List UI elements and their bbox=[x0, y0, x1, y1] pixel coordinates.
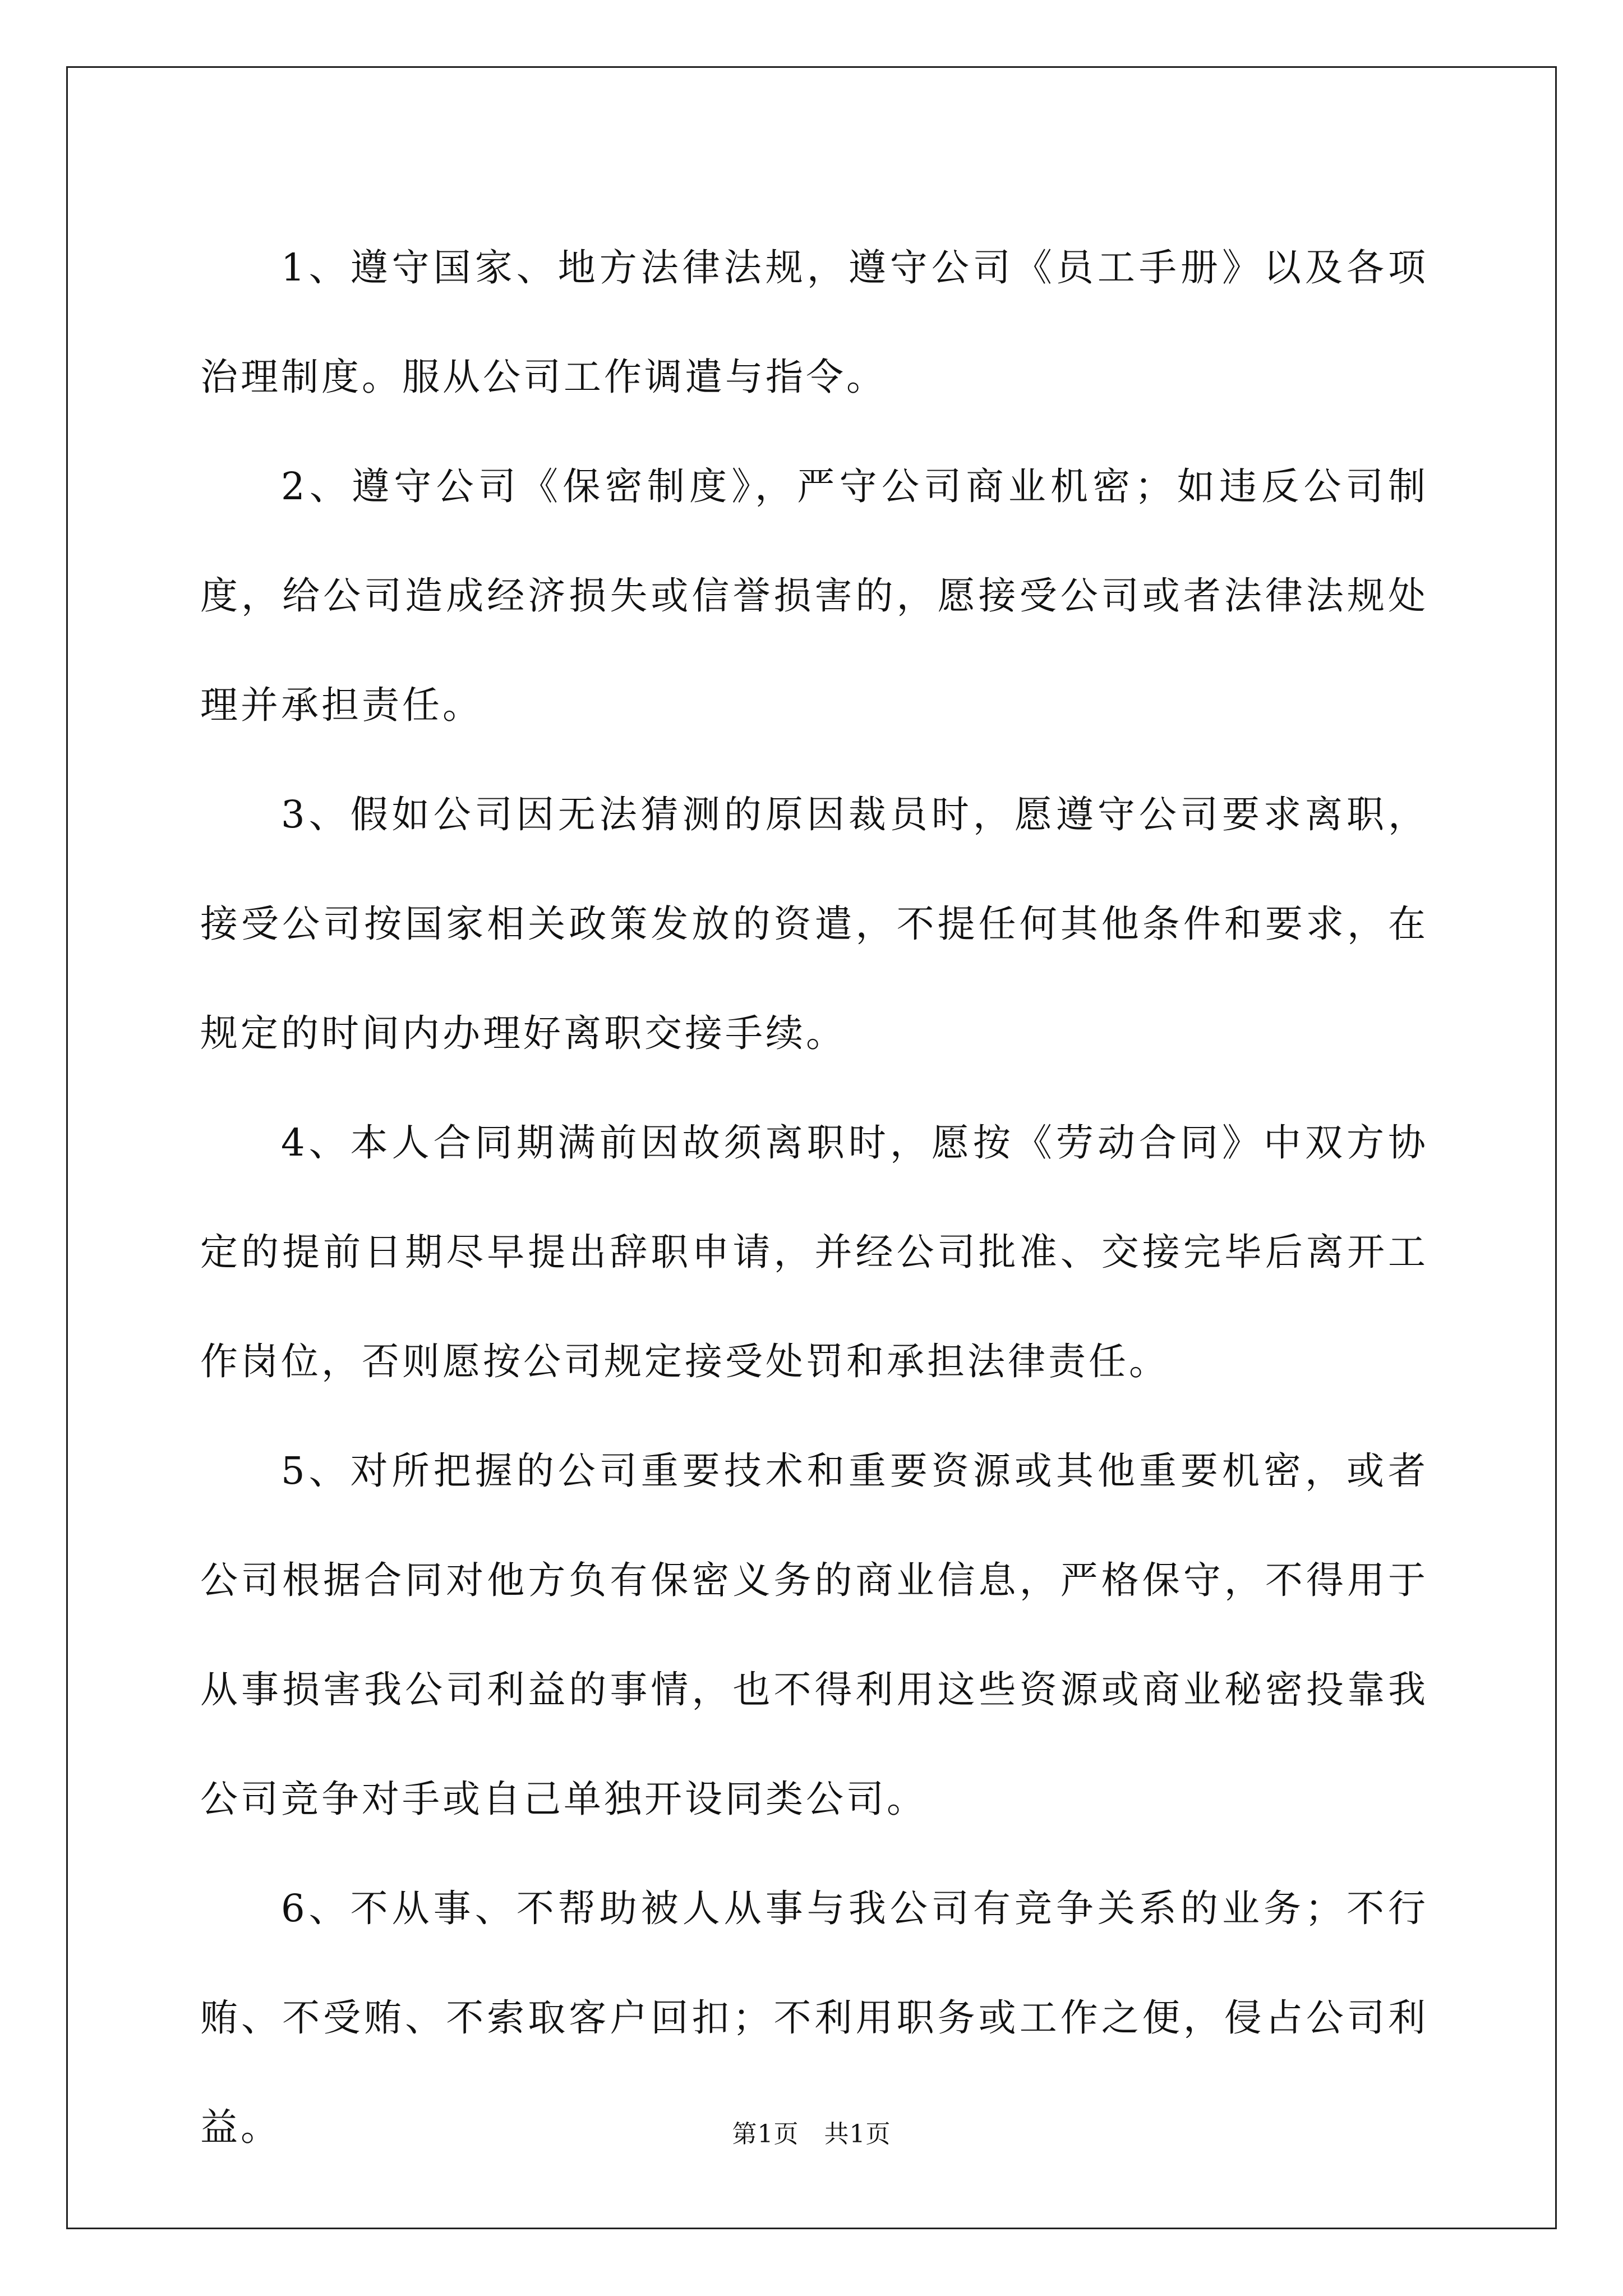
page-footer bbox=[0, 2118, 1623, 2151]
paragraph-5: 5、对所把握的公司重要技术和重要资源或其他重要机密，或者公司根据合同对他方负有保密义务的商业信息，严格保守，不得用于从事损害我公司利益的事情，也不得利用这些资源或商业秘密投靠我公司竞争对手或自己单独开设同类公司。 bbox=[200, 1449, 1428, 1821]
paragraph-4: 4、本人合同期满前因故须离职时，愿按《劳动合同》中双方协定的提前日期尽早提出辞职申请，并经公司批准、交接完毕后离开工作岗位，否则愿按公司规定接受处罚和承担法律责任。 bbox=[200, 1121, 1428, 1383]
page-total: 共1页 bbox=[824, 2120, 891, 2148]
paragraph-1: 1、遵守国家、地方法律法规，遵守公司《员工手册》以及各项治理制度。服从公司工作调遣与指令。 bbox=[200, 246, 1428, 399]
paragraph-2: 2、遵守公司《保密制度》，严守公司商业机密；如违反公司制度，给公司造成经济损失或信誉损害的，愿接受公司或者法律法规处理并承担责任。 bbox=[200, 464, 1428, 727]
paragraph-3: 3、假如公司因无法猜测的原因裁员时，愿遵守公司要求离职，接受公司按国家相关政策发放的资遣，不提任何其他条件和要求，在规定的时间内办理好离职交接手续。 bbox=[200, 793, 1428, 1055]
paragraph-6: 6、不从事、不帮助被人从事与我公司有竞争关系的业务；不行贿、不受贿、不索取客户回扣；不利用职务或工作之便，侵占公司利益。 bbox=[200, 1887, 1428, 2149]
page-number: 第1页 bbox=[732, 2120, 799, 2148]
document-body bbox=[200, 213, 1428, 2182]
